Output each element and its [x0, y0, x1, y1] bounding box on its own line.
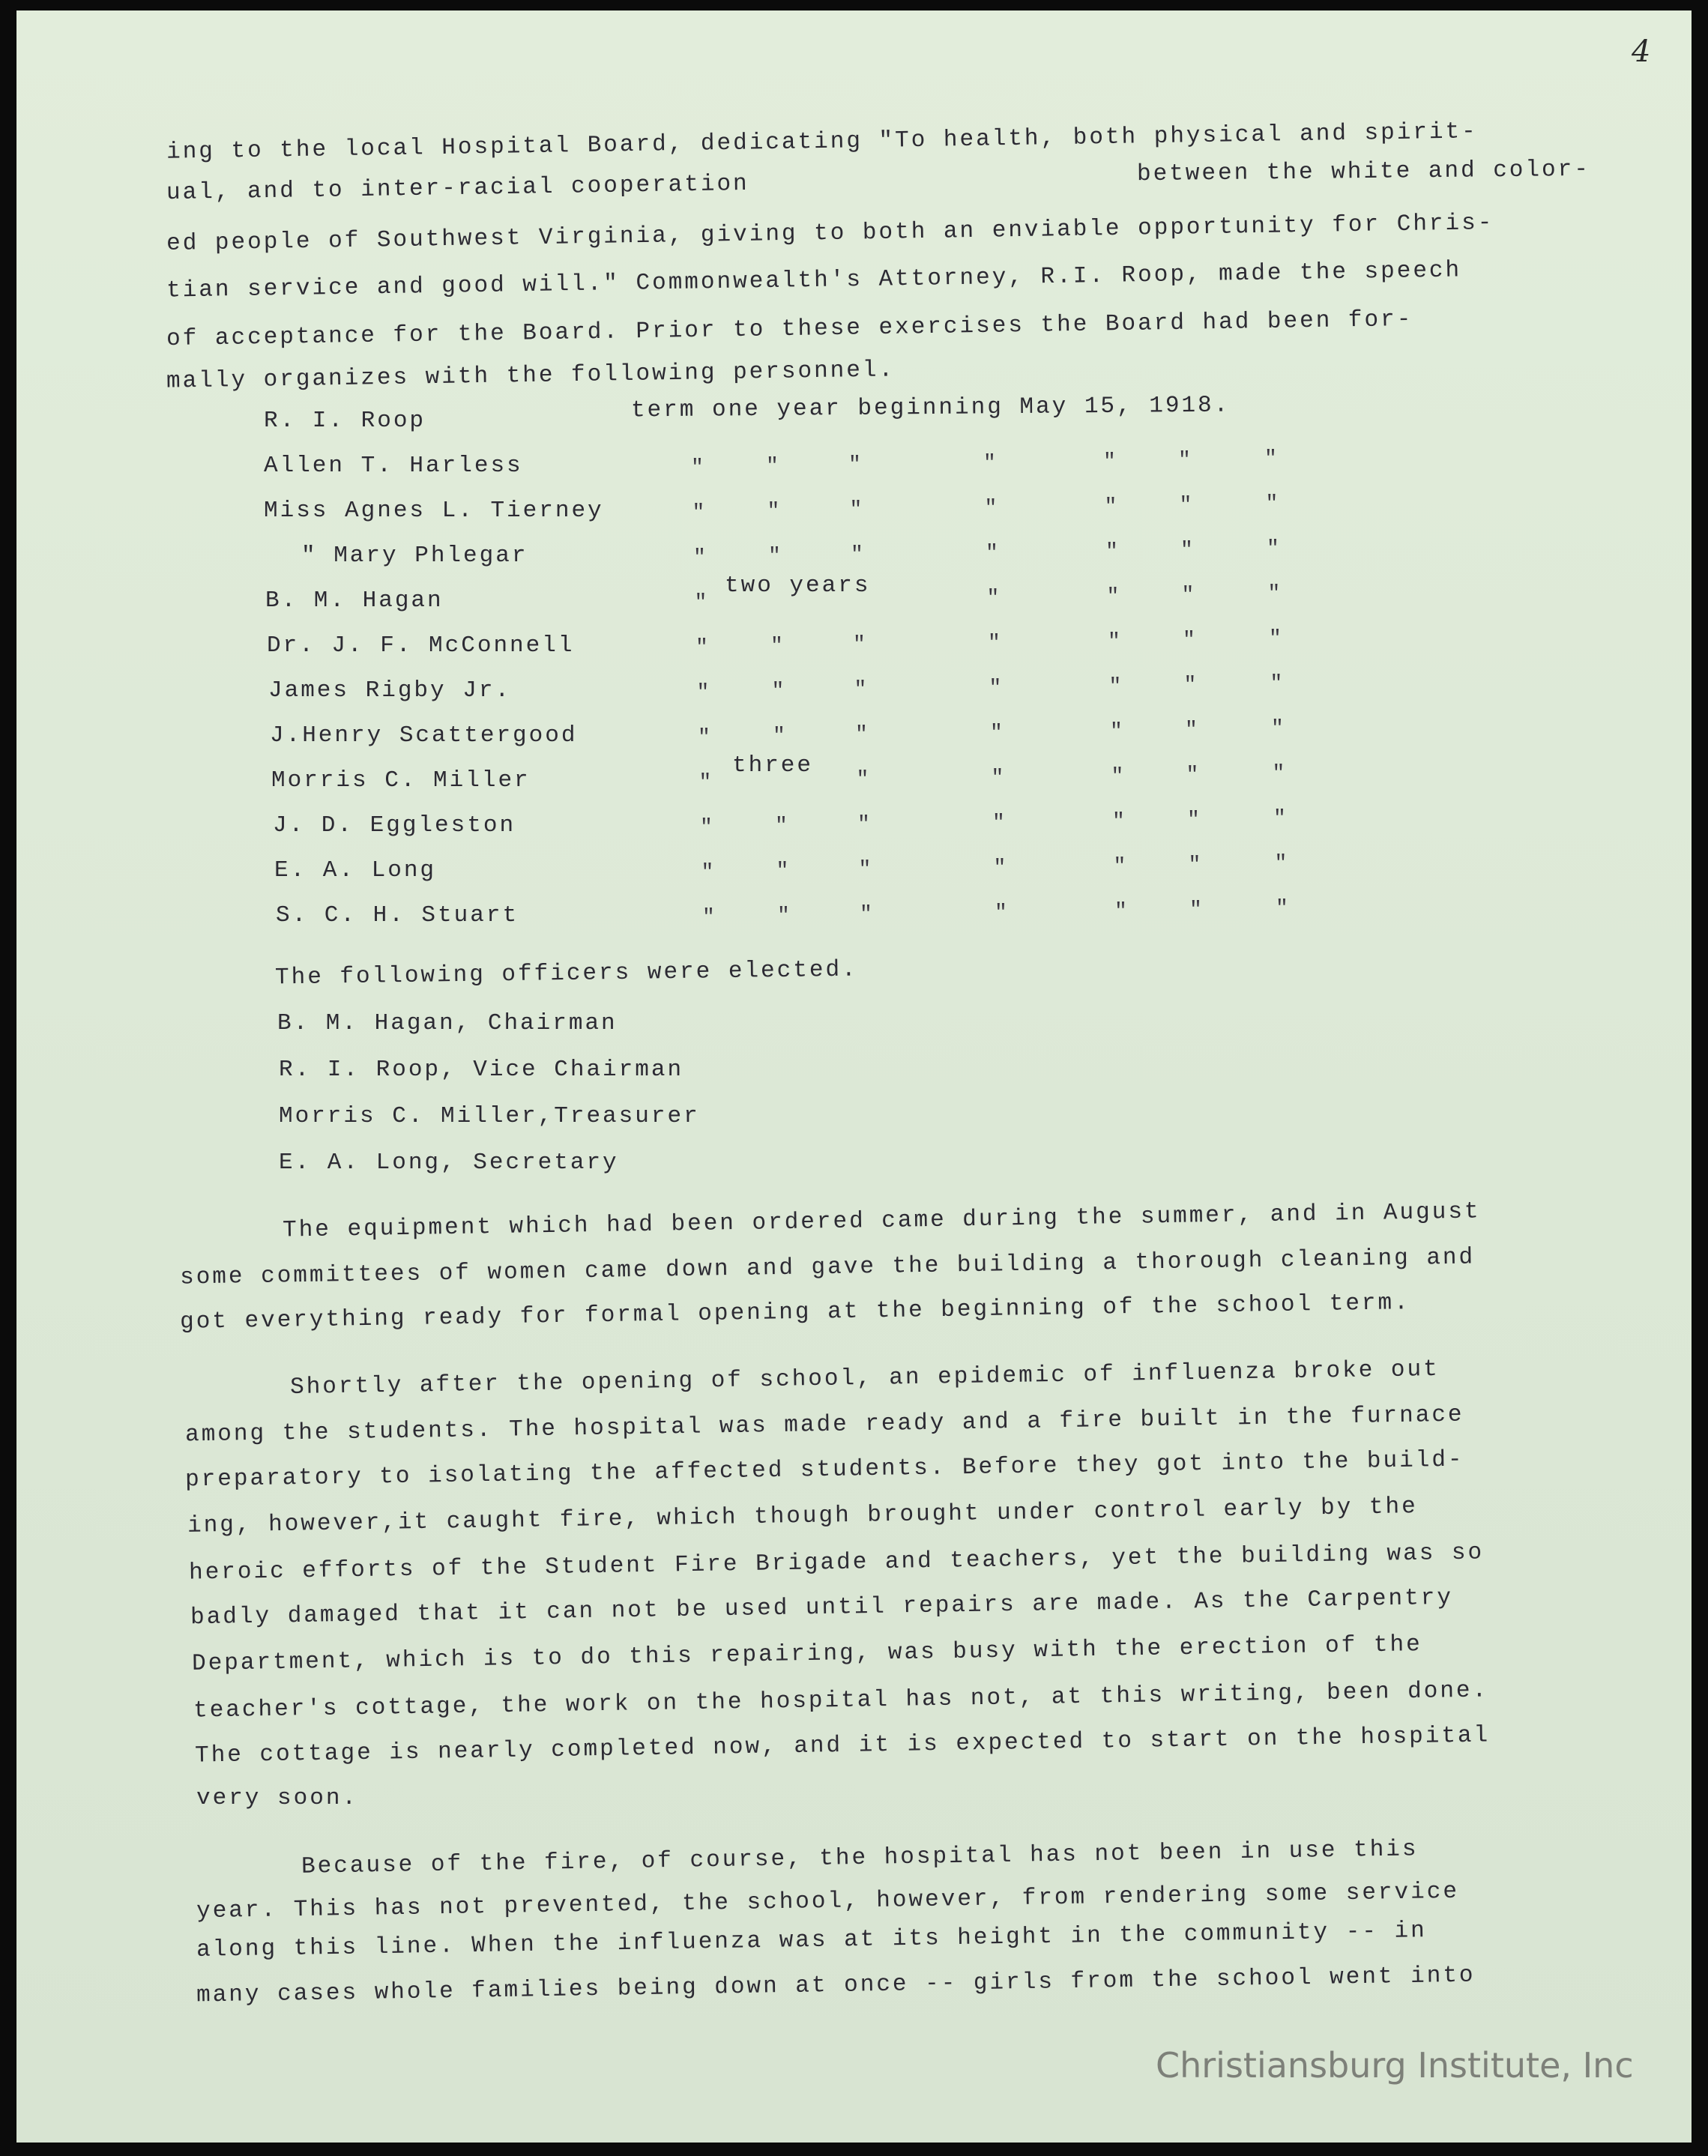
- board-member-name: E. A. Long: [274, 857, 437, 884]
- ditto-mark: ": [1104, 495, 1117, 519]
- ditto-mark: ": [1105, 540, 1118, 564]
- ditto-mark: ": [1264, 447, 1277, 471]
- board-member-name: B. M. Hagan: [265, 588, 444, 614]
- ditto-mark: ": [692, 501, 705, 525]
- ditto-mark: ": [1108, 630, 1120, 653]
- ditto-mark: ": [854, 678, 867, 701]
- text-line: Because of the fire, of course, the hospital has not been in use this: [301, 1836, 1419, 1880]
- text-line: preparatory to isolating the affected students. Before they got into the build-: [184, 1446, 1464, 1494]
- ditto-mark: ": [1181, 584, 1195, 607]
- text-line: very soon.: [196, 1785, 359, 1811]
- board-member-name: J. D. Eggleston: [273, 812, 516, 839]
- text-line: many cases whole families being down at once -- girls from the school went into: [196, 1962, 1476, 2009]
- ditto-mark: ": [1179, 494, 1192, 517]
- text-line: heroic efforts of the Student Fire Brigade and teachers, yet the building was so: [188, 1539, 1485, 1586]
- text-line: Department, which is to do this repairing, was busy with the erection of the: [191, 1631, 1423, 1677]
- board-member-name: R. I. Roop: [264, 408, 426, 434]
- text-line: teacher's cottage, the work on the hospital has not, at this writing, been done.: [193, 1677, 1489, 1724]
- ditto-mark: ": [1267, 537, 1279, 561]
- text-line: along this line. When the influenza was at its height in the community -- in: [196, 1918, 1428, 1963]
- ditto-mark: ": [1276, 897, 1288, 920]
- text-line: of acceptance for the Board. Prior to these exercises the Board had been for-: [166, 306, 1413, 353]
- ditto-mark: ": [766, 455, 779, 478]
- ditto-mark: ": [988, 632, 1001, 655]
- ditto-mark: ": [776, 860, 789, 883]
- ditto-mark: ": [858, 858, 872, 881]
- ditto-mark: ": [1178, 449, 1191, 472]
- ditto-mark: ": [691, 456, 704, 480]
- ditto-mark: ": [696, 681, 710, 704]
- ditto-mark: ": [1185, 719, 1198, 742]
- officer-line: B. M. Hagan, Chairman: [277, 1010, 618, 1036]
- ditto-mark: ": [698, 771, 712, 794]
- text-line: The cottage is nearly completed now, and it is expected to start on the hospital: [194, 1722, 1491, 1769]
- ditto-mark: ": [1183, 629, 1195, 652]
- ditto-mark: ": [702, 906, 715, 929]
- ditto-mark: ": [1269, 627, 1282, 650]
- text-line: year. This has not prevented, the school, however, from rendering some service: [196, 1878, 1460, 1925]
- ditto-mark: ": [984, 497, 998, 520]
- text-line: badly damaged that it can not be used until repairs are made. As the Carpentry: [190, 1584, 1454, 1631]
- text-line: Shortly after the opening of school, an epidemic of influenza broke out: [289, 1356, 1440, 1401]
- text-line: The equipment which had been ordered came during the summer, and in August: [282, 1198, 1481, 1244]
- ditto-mark: ": [1114, 900, 1127, 923]
- ditto-mark: ": [767, 500, 780, 523]
- ditto-mark: ": [1265, 492, 1279, 516]
- board-member-term: two years: [725, 573, 871, 599]
- ditto-mark: ": [853, 633, 866, 656]
- ditto-mark: ": [1188, 854, 1201, 877]
- text-line: between the white and color-: [1136, 156, 1591, 188]
- ditto-mark: ": [1183, 674, 1197, 697]
- board-member-term: three: [732, 752, 814, 779]
- ditto-mark: ": [1189, 899, 1202, 922]
- board-member-name: Allen T. Harless: [264, 453, 523, 479]
- board-member-term: term one year beginning May 15, 1918.: [630, 392, 1231, 424]
- ditto-mark: ": [775, 815, 788, 838]
- ditto-mark: ": [851, 543, 863, 567]
- ditto-mark: ": [701, 861, 714, 884]
- ditto-mark: ": [990, 722, 1003, 745]
- ditto-mark: ": [995, 902, 1007, 925]
- ditto-mark: ": [698, 726, 710, 749]
- board-member-name: " Mary Phlegar: [301, 543, 528, 569]
- board-member-name: Miss Agnes L. Tierney: [264, 498, 604, 524]
- text-line: ing to the local Hospital Board, dedicating "To health, both physical and spirit-: [166, 118, 1479, 166]
- board-member-name: Dr. J. F. McConnell: [267, 632, 575, 659]
- ditto-mark: ": [1271, 717, 1284, 740]
- text-line: some committees of women came down and gave the building a thorough cleaning and: [179, 1244, 1476, 1291]
- ditto-mark: ": [1106, 585, 1120, 609]
- ditto-mark: ": [1267, 582, 1281, 606]
- ditto-mark: ": [860, 903, 872, 926]
- text-line: ual, and to inter-racial cooperation: [166, 170, 749, 207]
- text-line: mally organizes with the following personnel.: [166, 357, 896, 395]
- ditto-mark: ": [991, 767, 1004, 790]
- ditto-mark: ": [771, 680, 785, 703]
- ditto-mark: ": [1187, 809, 1200, 832]
- ditto-mark: ": [986, 587, 1000, 610]
- ditto-mark: ": [693, 546, 706, 570]
- ditto-mark: ": [1272, 762, 1285, 785]
- ditto-mark: ": [986, 542, 998, 565]
- ditto-mark: ": [1103, 450, 1116, 474]
- ditto-mark: ": [1108, 675, 1122, 698]
- ditto-mark: ": [700, 816, 713, 839]
- text-line: got everything ready for formal opening at the beginning of the school term.: [179, 1290, 1411, 1335]
- ditto-mark: ": [1186, 764, 1199, 787]
- ditto-mark: ": [856, 768, 869, 791]
- document-page: [16, 10, 1692, 2143]
- ditto-mark: ": [1111, 765, 1124, 788]
- officer-line: E. A. Long, Secretary: [279, 1150, 619, 1176]
- text-line: tian service and good will." Commonwealth's Attorney, R.I. Roop, made the speech: [166, 257, 1462, 304]
- ditto-mark: ": [1274, 852, 1288, 875]
- board-member-name: J.Henry Scattergood: [270, 722, 578, 749]
- watermark: Christiansburg Institute, Inc: [1156, 2045, 1634, 2086]
- ditto-mark: ": [857, 813, 870, 836]
- ditto-mark: ": [768, 545, 781, 568]
- text-line: ing, however,it caught fire, which though brought under control early by the: [187, 1494, 1419, 1539]
- officer-line: R. I. Roop, Vice Chairman: [279, 1057, 684, 1083]
- text-line: ed people of Southwest Virginia, giving to both an enviable opportunity for Chris-: [166, 210, 1494, 257]
- board-member-name: Morris C. Miller: [271, 767, 531, 794]
- ditto-mark: ": [695, 636, 708, 659]
- officer-line: Morris C. Miller,Treasurer: [279, 1103, 700, 1129]
- ditto-mark: ": [694, 591, 707, 615]
- ditto-mark: ": [1112, 810, 1125, 833]
- board-member-name: James Rigby Jr.: [268, 677, 512, 704]
- ditto-mark: ": [855, 723, 868, 746]
- ditto-mark: ": [1113, 855, 1126, 878]
- ditto-mark: ": [849, 498, 863, 522]
- ditto-mark: ": [992, 812, 1005, 835]
- ditto-mark: ": [848, 453, 861, 477]
- page-number: 4: [1632, 34, 1651, 69]
- ditto-mark: ": [1273, 807, 1286, 830]
- ditto-mark: ": [993, 857, 1007, 880]
- ditto-mark: ": [770, 635, 783, 658]
- ditto-mark: ": [777, 905, 790, 928]
- board-member-name: S. C. H. Stuart: [276, 902, 519, 928]
- ditto-mark: ": [773, 725, 785, 748]
- ditto-mark: ": [983, 452, 996, 475]
- ditto-mark: ": [1270, 672, 1283, 695]
- ditto-mark: ": [1110, 720, 1123, 743]
- text-line: among the students. The hospital was made ready and a fire built in the furnace: [184, 1401, 1464, 1449]
- officers-heading: The following officers were elected.: [274, 956, 858, 991]
- ditto-mark: ": [1180, 539, 1193, 562]
- ditto-mark: ": [989, 677, 1002, 700]
